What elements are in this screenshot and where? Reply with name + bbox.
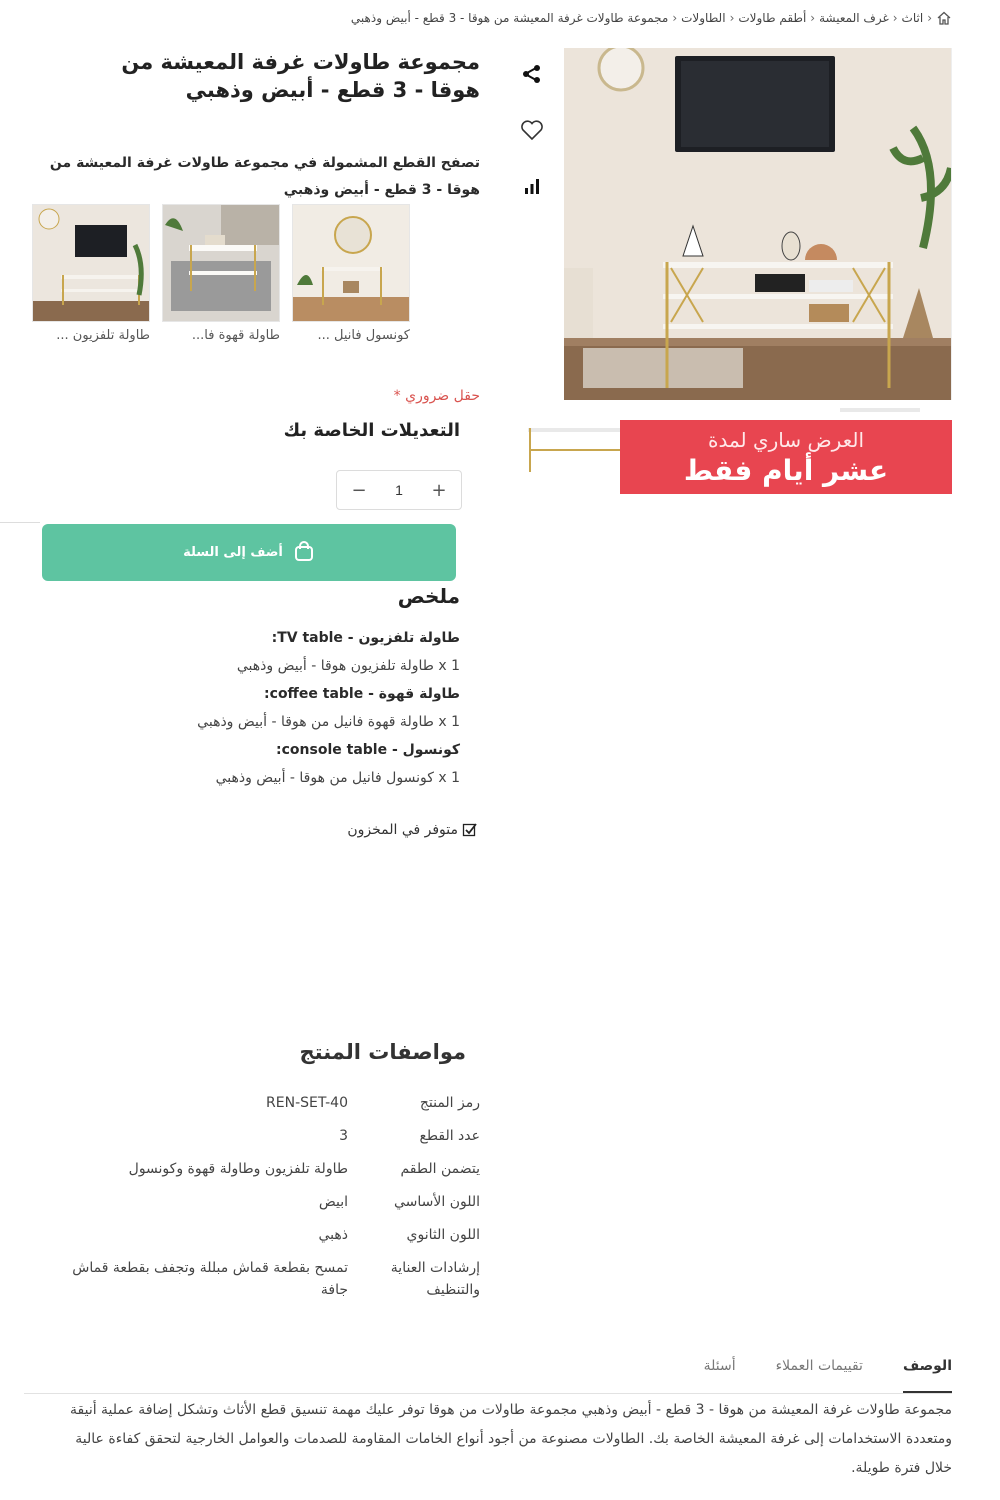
share-button[interactable] [500,48,564,104]
specs-row [50,1187,480,1220]
specs-row [50,1154,480,1187]
promo-strip [500,400,952,494]
increase-quantity-button[interactable]: + [431,479,447,501]
bundle-item-label: كونسول فانيل ... [317,328,410,343]
bundle-thumbnails [30,204,410,343]
tab-description[interactable]: الوصف [903,1352,952,1393]
spec-key: إرشادات العناية والتنظيف [390,1260,480,1298]
stock-status [347,822,478,838]
bundle-item-label: طاولة تلفزيون ... [56,328,150,343]
summary-item: 1 x كونسول فانيل من هوقا - أبيض وذهبي [215,770,460,786]
bundle-item-tv-table[interactable] [32,204,150,343]
breadcrumb-table-sets[interactable]: أطقم طاولات [738,11,807,25]
bar-chart-icon [522,176,542,200]
customizations-title: التعديلات الخاصة بك [283,420,460,441]
summary-group-title: طاولة قهوة - coffee table: [264,686,460,702]
summary-group-title: كونسول - console table: [276,742,460,758]
heart-icon [520,119,544,145]
spec-key: رمز المنتج [419,1095,480,1111]
summary-item: 1 x طاولة تلفزيون هوقا - أبيض وذهبي [236,658,460,674]
description-text: مجموعة طاولات غرفة المعيشة من هوقا - 3 قطع - أبيض وذهبي مجموعة طاولات من هوقا توفر عليك مهمة تنسيق قطع الأثاث وتشكل إضافة عملية أنيقة ومتعددة الاستخدامات إلى غرفة المعيشة الخاصة بك. الطاولات مصنوعة من أجود أنواع الخامات المقاومة للصدمات والعوامل الخارجية لتحقق كفاءة عالية خلال فترة طويلة. [70,1402,952,1476]
checkbox-checked-icon [462,822,478,838]
breadcrumb-tables[interactable]: الطاولات [681,11,726,25]
promo-line-2: عشر أيام فقط [683,453,889,487]
console-thumbnail [292,204,410,322]
specs-row [50,1121,480,1154]
quantity-input[interactable] [379,482,419,498]
spec-key: اللون الأساسي [393,1194,480,1210]
product-title: مجموعة طاولات غرفة المعيشة من هوقا - 3 قطع - أبيض وذهبي [121,50,480,102]
spec-value: ابيض [318,1194,348,1210]
specs-row [50,1220,480,1253]
home-icon[interactable] [936,10,952,26]
chevron-left-icon: ‹ [810,11,816,25]
specs-row [50,1253,480,1308]
chevron-left-icon: ‹ [729,11,735,25]
promo-banner[interactable] [620,420,952,494]
spec-key: يتضمن الطقم [400,1161,480,1177]
product-gallery [500,48,952,494]
bundle-item-console[interactable] [292,204,410,343]
decrease-quantity-button[interactable]: − [351,479,367,501]
stock-label: متوفر في المخزون [347,822,458,838]
tab-reviews[interactable]: تقييمات العملاء [775,1358,863,1374]
spec-value: ذهبي [318,1227,348,1243]
bundle-item-label: طاولة قهوة فا... [191,328,280,343]
bundle-item-coffee-table[interactable] [162,204,280,343]
specs-row [50,1088,480,1121]
spec-key: اللون الثانوي [406,1227,480,1243]
summary-group-tv-table [40,630,460,674]
divider [0,522,40,523]
add-to-cart-button[interactable] [42,524,456,581]
summary-group-coffee-table [40,686,460,730]
required-field-note: حقل ضروري * [393,388,480,404]
compare-button[interactable] [500,160,564,216]
breadcrumb [351,8,952,28]
wishlist-button[interactable] [500,104,564,160]
spec-value: REN-SET-40 [266,1095,348,1111]
spec-value: طاولة تلفزيون وطاولة قهوة وكونسول [128,1161,348,1177]
summary-group-title: طاولة تلفزيون - TV table: [271,630,460,646]
add-to-cart-label: أضف إلى السلة [183,545,283,560]
bundle-hint: تصفح القطع المشمولة في مجموعة طاولات غرفة المعيشة من هوقا - 3 قطع - أبيض وذهبي [49,155,480,198]
breadcrumb-living-rooms[interactable]: غرف المعيشة [819,11,889,25]
share-icon [521,63,543,89]
spec-value: تمسح بقطعة قماش مبللة وتجفف بقطعة قماش جافة [72,1260,348,1298]
summary-list [40,630,460,798]
breadcrumb-current: مجموعة طاولات غرفة المعيشة من هوقا - 3 قطع - أبيض وذهبي [350,11,669,25]
summary-title: ملخص [397,584,460,608]
chevron-left-icon: ‹ [927,11,932,25]
summary-item: 1 x طاولة قهوة فانيل من هوقا - أبيض وذهبي [197,714,460,730]
tab-questions[interactable]: أسئلة [703,1358,736,1374]
specs-table [50,1088,480,1308]
action-rail [500,48,564,400]
breadcrumb-furniture[interactable]: اثاث [901,11,924,25]
chevron-left-icon: ‹ [892,11,898,25]
shopping-bag-icon [293,540,315,566]
spec-value: 3 [339,1128,348,1144]
tv-table-thumbnail [32,204,150,322]
promo-line-1: العرض ساري لمدة [707,427,865,452]
main-product-image[interactable] [564,48,952,400]
product-tabs [24,1352,952,1394]
quantity-stepper [336,470,462,510]
chevron-left-icon: ‹ [672,11,678,25]
summary-group-console [40,742,460,786]
specs-title: مواصفات المنتج [299,1040,466,1064]
spec-key: عدد القطع [419,1128,480,1144]
coffee-table-thumbnail [162,204,280,322]
